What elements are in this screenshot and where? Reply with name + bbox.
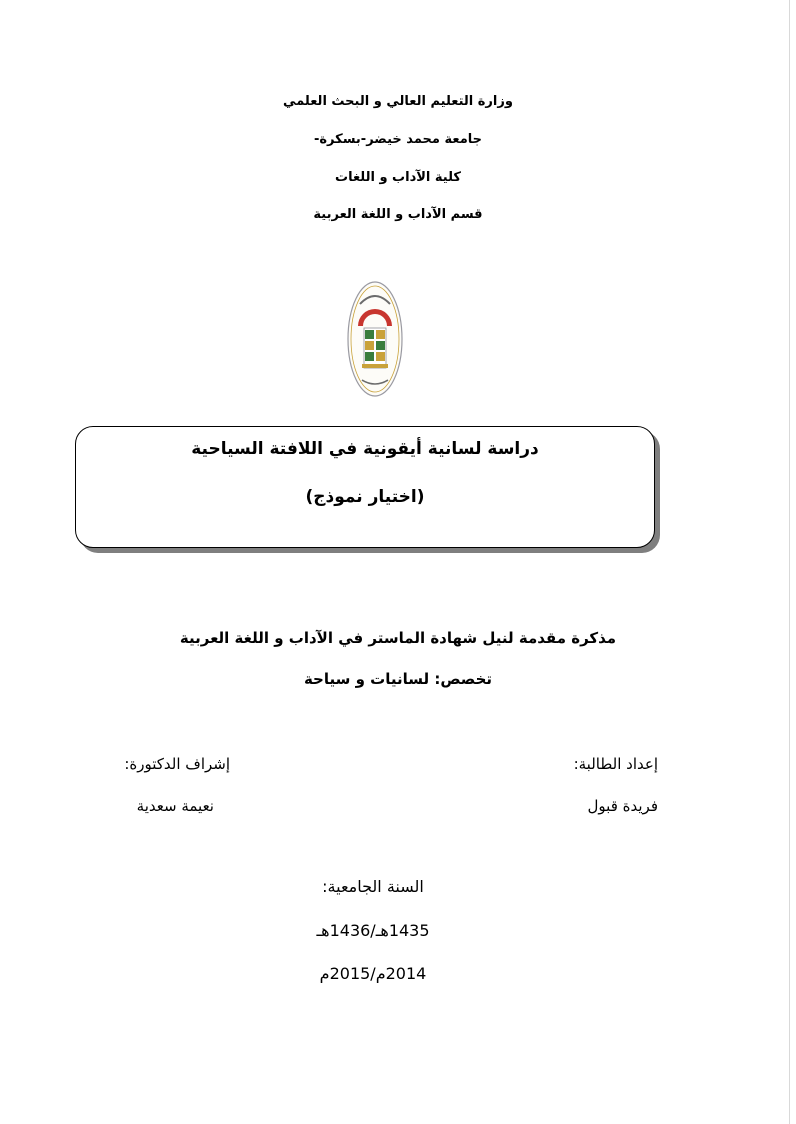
thesis-title: دراسة لسانية أيقونية في اللافتة السياحية bbox=[191, 439, 539, 459]
department-line: قسم الآداب و اللغة العربية bbox=[313, 207, 483, 222]
academic-year-hijri: 1435هـ/1436هـ bbox=[316, 921, 430, 940]
academic-year-label: السنة الجامعية: bbox=[322, 877, 424, 896]
academic-year-gregorian: 2014م/2015م bbox=[319, 964, 427, 983]
university-line: جامعة محمد خيضر-بسكرة- bbox=[313, 132, 482, 147]
student-label: إعداد الطالبة: bbox=[573, 755, 658, 773]
specialty-line: تخصص: لسانيات و سياحة bbox=[303, 670, 493, 688]
title-box bbox=[75, 426, 655, 548]
supervisor-name: نعيمة سعدية bbox=[136, 797, 214, 815]
ministry-line: وزارة التعليم العالي و البحث العلمي bbox=[283, 94, 513, 109]
page-edge bbox=[789, 0, 790, 1124]
thesis-subtitle: (اختيار نموذج) bbox=[305, 487, 425, 507]
supervisor-label: إشراف الدكتورة: bbox=[124, 755, 230, 773]
degree-line: مذكرة مقدمة لنيل شهادة الماستر في الآداب و اللغة العربية bbox=[179, 629, 617, 647]
faculty-line: كلية الآداب و اللغات bbox=[335, 170, 461, 185]
student-name: فريدة قبول bbox=[587, 797, 658, 815]
university-emblem-icon bbox=[346, 280, 404, 398]
